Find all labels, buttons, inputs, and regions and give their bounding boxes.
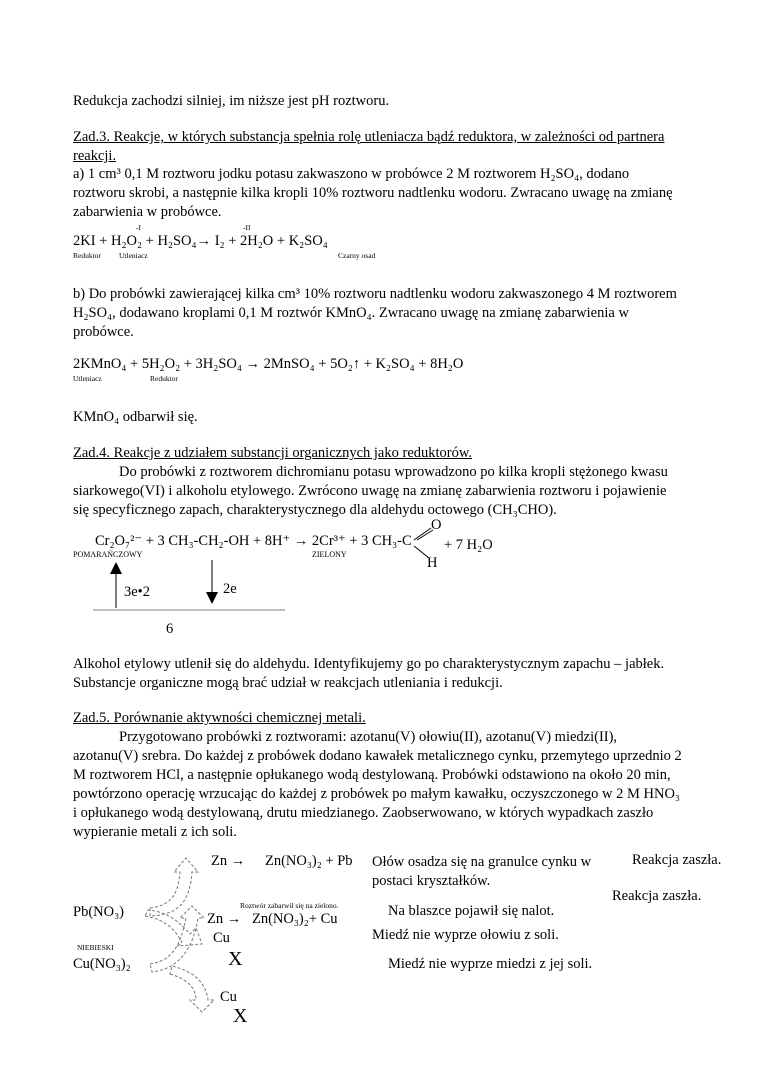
- aldehyde-oxygen: O: [431, 517, 442, 533]
- zad4-heading: Zad.4. Reakcje z udziałem substancji organicznych jako reduktorów.: [73, 445, 473, 461]
- x-mark-1: X: [228, 948, 243, 970]
- outline-arrows: [145, 858, 214, 1012]
- label-pomaranczowy: POMARAŃCZOWY: [73, 550, 143, 559]
- eq2-label-utleniacz: Utleniacz: [73, 374, 102, 383]
- result-1: Reakcja zaszła.: [632, 852, 722, 868]
- observation-1: Ołów osadza się na granulce cynku w postaci kryształków.: [372, 854, 592, 889]
- equation-3-tail: + 7 H₂O: [444, 537, 493, 553]
- observation-2: Na blaszce pojawił się nalot.: [388, 903, 555, 919]
- observation-3: Miedź nie wyprze ołowiu z soli.: [372, 927, 559, 943]
- cu-1: Cu: [213, 930, 230, 946]
- equation-1: 2KI + H₂O₂ + H₂SO₄→ I₂ + 2H₂O + K₂SO₄: [73, 233, 328, 249]
- zad4-text: Do probówki z roztworem dichromianu potasu wprowadzono po kilka kropli stężonego kwasu siarkowego(VI) i alkoholu etylowego. Zwrócono uwagę na zmianę zabarwienia roztworu i pojawienie się specyficznego zapach, charakterystycznego dla aldehydu octowego (CH₃CHO).: [73, 464, 668, 518]
- label-zielony: ZIELONY: [312, 550, 347, 559]
- eq1-label-czarny: Czarny osad: [338, 251, 376, 260]
- zn-arrow-1: Zn →: [211, 853, 246, 869]
- zad5-heading: Zad.5. Porównanie aktywności chemicznej metali.: [73, 710, 366, 726]
- zad4-conclusion: Alkohol etylowy utlenił się do aldehydu. Identyfikujemy go po charakterystycznym zapachu – jabłek. Substancje organiczne mogą brać udział w reakcjach utleniania i redukcji.: [73, 656, 665, 691]
- aldehyde-hydrogen: H: [427, 555, 438, 571]
- electrons-right: 2e: [223, 581, 237, 597]
- zad3-heading: Zad.3. Reakcje, w których substancja spełnia rolę utleniacza bądź reduktora, w zależności od partnera reakcji.: [73, 129, 665, 164]
- intro-line: Redukcja zachodzi silniej, im niższe jest pH roztworu.: [73, 93, 390, 109]
- electron-lcm: 6: [166, 621, 174, 637]
- zad3-result: KMnO₄ odbarwił się.: [73, 409, 198, 425]
- equation-3: Cr₂O₇²⁻ + 3 CH₃-CH₂-OH + 8H⁺ → 2Cr³⁺ + 3 CH₃-C: [95, 533, 412, 549]
- pb-salt: Pb(NO₃): [73, 904, 124, 920]
- eq1-ox-state-1: -I: [136, 223, 141, 232]
- aldehyde-single-bond: [414, 546, 429, 558]
- zad5-text: Przygotowano probówki z roztworami: azotanu(V) ołowiu(II), azotanu(V) miedzi(II), azotanu(V) srebra. Do każdej z probówek dodano kawałek metalicznego cynku, przemytego uprzednio 2 M roztworem HCl, a następnie opłukanego wodą destylowaną. Probówki odstawiono na około 20 min, powtórzono operację wrzucając do każdej z probówek po małym kawałku, oczyszczonego w 2 M HNO₃ i opłukanego wodą destylowaną, drutu miedzianego. Zaobserwowano, w których wypadkach zaszło wypieranie metali z ich soli.: [73, 729, 682, 840]
- x-mark-2: X: [233, 1005, 248, 1027]
- eq1-label-utleniacz: Utleniacz: [119, 251, 148, 260]
- electrons-left: 3e•2: [124, 584, 151, 600]
- product-1: Zn(NO₃)₂ + Pb: [265, 853, 353, 869]
- cu-salt: Cu(NO₃)₂: [73, 956, 131, 972]
- observation-4: Miedź nie wyprze miedzi z jej soli.: [388, 956, 593, 972]
- eq2-label-reduktor: Reduktor: [150, 374, 178, 383]
- zn-arrow-2: Zn →: [207, 911, 242, 927]
- zad3-b-text: b) Do probówki zawierającej kilka cm³ 10% roztworu nadtlenku wodoru zakwaszonego 4 M roztworem H₂SO₄, dodawano kroplami 0,1 M roztwór KMnO₄. Zwracano uwagę na zmianę zabarwienia w probówce.: [73, 286, 677, 340]
- label-niebieski: NIEBIESKI: [77, 943, 114, 952]
- eq1-label-reduktor: Reduktor: [73, 251, 101, 260]
- product-2: Zn(NO₃)₂+ Cu: [252, 911, 338, 927]
- eq1-ox-state-2: -II: [243, 223, 251, 232]
- equation-2: 2KMnO₄ + 5H₂O₂ + 3H₂SO₄ → 2MnSO₄ + 5O₂↑ + K₂SO₄ + 8H₂O: [73, 356, 464, 372]
- cu-2: Cu: [220, 989, 237, 1005]
- note-green: Roztwór zabarwił się na zielono.: [240, 901, 339, 910]
- zad3-a-text: a) 1 cm³ 0,1 M roztworu jodku potasu zakwaszono w probówce 2 M roztworem H₂SO₄, dodano roztworu skrobi, a następnie kilka kropli 10% roztworu nadtlenku wodoru. Zwracano uwagę na zmianę zabarwienia w probówce.: [73, 166, 673, 220]
- result-2: Reakcja zaszła.: [612, 888, 702, 904]
- aldehyde-double-bond: [414, 528, 431, 540]
